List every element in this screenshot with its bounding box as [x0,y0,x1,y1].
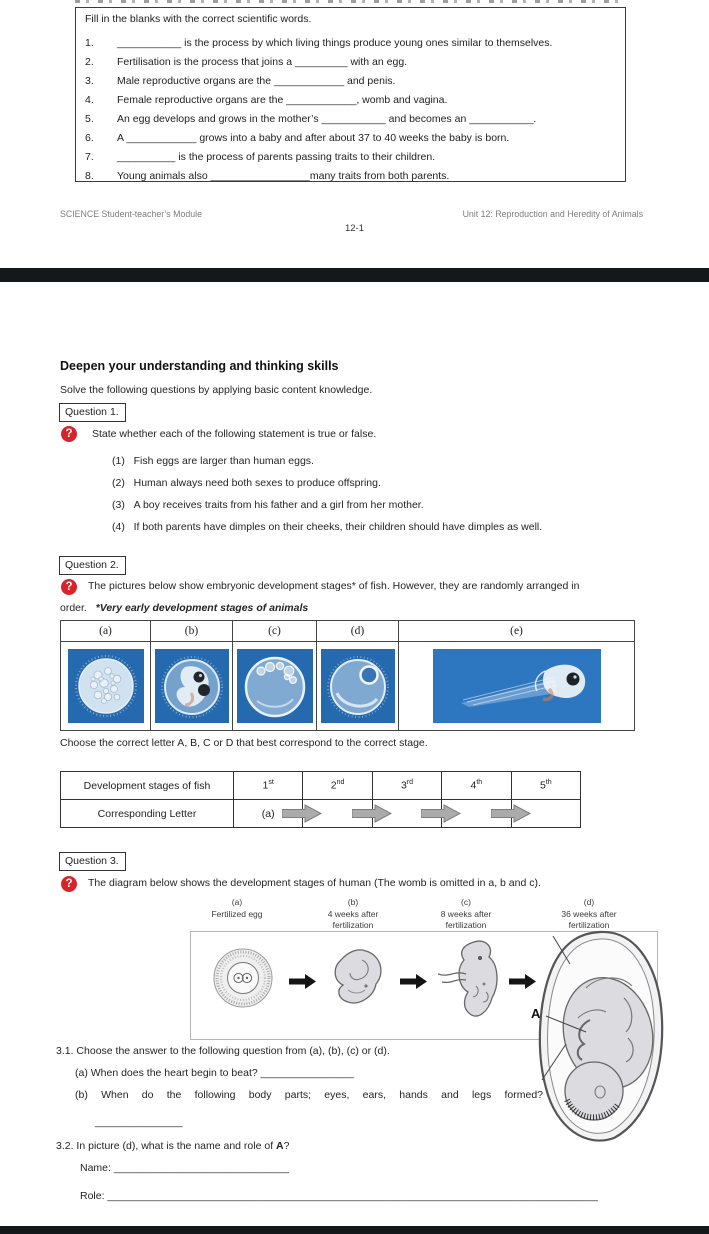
page-break-bar [0,268,709,282]
fish-photo-d-cell [317,642,399,730]
ordinal-suffix: st [268,779,274,787]
q1-statement-2 [112,477,381,489]
fill-item-7 [85,151,435,163]
statement-number: (1) [112,455,125,467]
fish-photo-c-cell [233,642,317,730]
fill-item-3 [85,75,395,87]
corresponding-letter-cell: Corresponding Letter [61,800,234,828]
ordinal-1st [234,772,303,800]
fish-egg-photo-c [237,649,313,723]
fish-egg-photo-d [321,649,395,723]
ordinal-num: 5 [539,779,546,792]
fill-item-8 [85,170,449,182]
item-text: An egg develops and grows in the mother’s ___________ and becomes an ___________. [117,113,537,125]
stage-caption: fertilization [332,920,374,930]
item-text: Male reproductive organs are the ____________ and penis. [117,75,396,87]
fill-item-1 [85,37,552,49]
embryo-4-weeks-illustration [322,946,392,1012]
right-arrow-icon [289,973,317,990]
ordinal-num: 1 [262,779,269,792]
question-mark-icon: ? [61,426,77,442]
statement-text: Fish eggs are larger than human eggs. [133,455,314,467]
stage-label-a [182,897,292,920]
q31-text: 3.1. Choose the answer to the following question from (a), (b), (c) or (d). [56,1045,390,1057]
item-text: Fertilisation is the process that joins a _________ with an egg. [117,56,408,68]
q32-prefix: 3.2. In picture (d), what is the name and role of [56,1140,277,1152]
item-number: 5. [85,113,94,125]
q2-prompt-line2 [60,602,308,614]
question-mark-icon: ? [61,876,77,892]
answer-cell-1st[interactable]: (a) [234,800,303,828]
statement-number: (3) [112,499,125,511]
statement-number: (2) [112,477,125,489]
fish-stages-picture-table [60,620,635,731]
ordinal-num: 2 [330,779,337,792]
q2-choose-instruction: Choose the correct letter A, B, C or D that best correspond to the correct stage. [60,737,428,749]
cropped-text-remnant [75,0,623,3]
ordinal-suffix: rd [406,779,414,787]
page-break-bar-bottom [0,1226,709,1234]
q32-text [56,1140,289,1152]
item-number: 8. [85,170,94,182]
fish-col-b: (b) [151,621,233,642]
item-text: Female reproductive organs are the ____________, womb and vagina. [117,94,448,106]
q1-statement-4 [112,521,542,533]
section-heading: Deepen your understanding and thinking skills [60,359,339,373]
q31b-text: (b) When do the following body parts; eyes, ears, hands and legs formed? [75,1089,543,1101]
ordinal-2nd [303,772,372,800]
fish-photo-a-cell [61,642,151,730]
name-answer-line[interactable]: Name: ______________________________ [80,1162,290,1174]
q31b-answer-blank[interactable]: _______________ [95,1116,183,1128]
statement-text: A boy receives traits from his father and a girl from her mother. [133,499,424,511]
statement-text: If both parents have dimples on their cheeks, their children should have dimples as well. [133,521,543,533]
ordinal-suffix: th [545,779,552,787]
q2-prompt-line1: The pictures below show embryonic development stages* of fish. However, they are randomly arranged in [88,580,580,592]
fish-egg-photo-a [68,649,144,723]
item-number: 2. [85,56,94,68]
footer-unit-title: Unit 12: Reproduction and Heredity of Animals [462,209,643,219]
question-2-label: Question 2. [59,556,126,575]
right-arrow-icon [491,804,531,823]
q1-prompt: State whether each of the following statement is true or false. [92,428,377,440]
fish-col-c: (c) [233,621,317,642]
fill-item-4 [85,94,447,106]
fish-larva-photo-e [433,649,601,723]
stage-letter: (c) [461,897,471,907]
statement-number: (4) [112,521,125,533]
stage-caption: fertilization [445,920,487,930]
item-number: 3. [85,75,94,87]
item-number: 1. [85,37,94,49]
stage-caption: fertilization [568,920,610,930]
q32-marker-ref: A [276,1140,284,1152]
item-number: 6. [85,132,94,144]
prompt-prefix: order. [60,602,87,614]
right-arrow-icon [421,804,461,823]
prompt-footnote: *Very early development stages of animals [95,602,309,614]
ordinal-5th [511,772,580,800]
ordinal-suffix: th [476,779,483,787]
right-arrow-icon [282,804,322,823]
role-answer-line[interactable]: Role: ____________________________________________________________________________________ [80,1190,598,1202]
fish-egg-photo-b [155,649,229,723]
statement-text: Human always need both sexes to produce offspring. [133,477,381,489]
item-number: 7. [85,151,94,163]
question-3-label: Question 3. [59,852,126,871]
ordinal-num: 3 [400,779,407,792]
stage-caption: 8 weeks after [440,908,492,919]
fertilized-egg-illustration [212,947,274,1009]
embryo-8-weeks-illustration [432,936,508,1022]
table-row [61,772,581,800]
fill-item-2 [85,56,407,68]
fish-photo-b-cell [151,642,233,730]
q32-suffix: ? [283,1140,290,1152]
stage-letter: (a) [231,897,243,907]
q3-prompt: The diagram below shows the development stages of human (The womb is omitted in a, b and c). [88,877,541,889]
item-text: ___________ is the process by which living things produce young ones similar to themselves. [117,37,553,49]
footer-module-title: SCIENCE Student-teacher’s Module [60,209,202,219]
q1-statement-3 [112,499,424,511]
fill-item-6 [85,132,509,144]
fill-box-title: Fill in the blanks with the correct scientific words. [85,13,312,25]
fish-col-a: (a) [61,621,151,642]
item-text: A ____________ grows into a baby and after about 37 to 40 weeks the baby is born. [117,132,510,144]
question-1-label: Question 1. [59,403,126,422]
fish-photo-e-cell [399,642,634,730]
page-number: 12-1 [344,223,364,234]
stage-label-c [411,897,521,932]
ordinal-4th [442,772,511,800]
fish-col-e: (e) [399,621,634,642]
marker-a-label: A [531,1006,541,1021]
ordinal-num: 4 [470,779,477,792]
stage-label-b [298,897,408,932]
fish-col-d: (d) [317,621,399,642]
stages-header-cell: Development stages of fish [61,772,234,800]
section-intro: Solve the following questions by applying basic content knowledge. [60,384,373,396]
stage-letter: (b) [347,897,359,907]
right-arrow-icon [352,804,392,823]
item-number: 4. [85,94,94,106]
stage-letter: (d) [583,897,595,907]
stage-caption: Fertilized egg [211,908,263,919]
fetus-in-womb-illustration [528,928,668,1148]
q31a-text: (a) When does the heart begin to beat? ________________ [75,1067,355,1079]
question-mark-icon: ? [61,579,77,595]
stage-caption: 4 weeks after [327,908,379,919]
q1-statement-1 [112,455,314,467]
ordinal-suffix: nd [336,779,345,787]
ordinal-3rd [372,772,441,800]
fill-item-5 [85,113,536,125]
stage-label-d [534,897,644,932]
item-text: Young animals also _________________many traits from both parents. [117,170,450,182]
stage-caption: 36 weeks after [561,908,617,919]
item-text: __________ is the process of parents passing traits to their children. [117,151,436,163]
fill-in-the-blanks-box [75,7,626,182]
right-arrow-icon [400,973,428,990]
